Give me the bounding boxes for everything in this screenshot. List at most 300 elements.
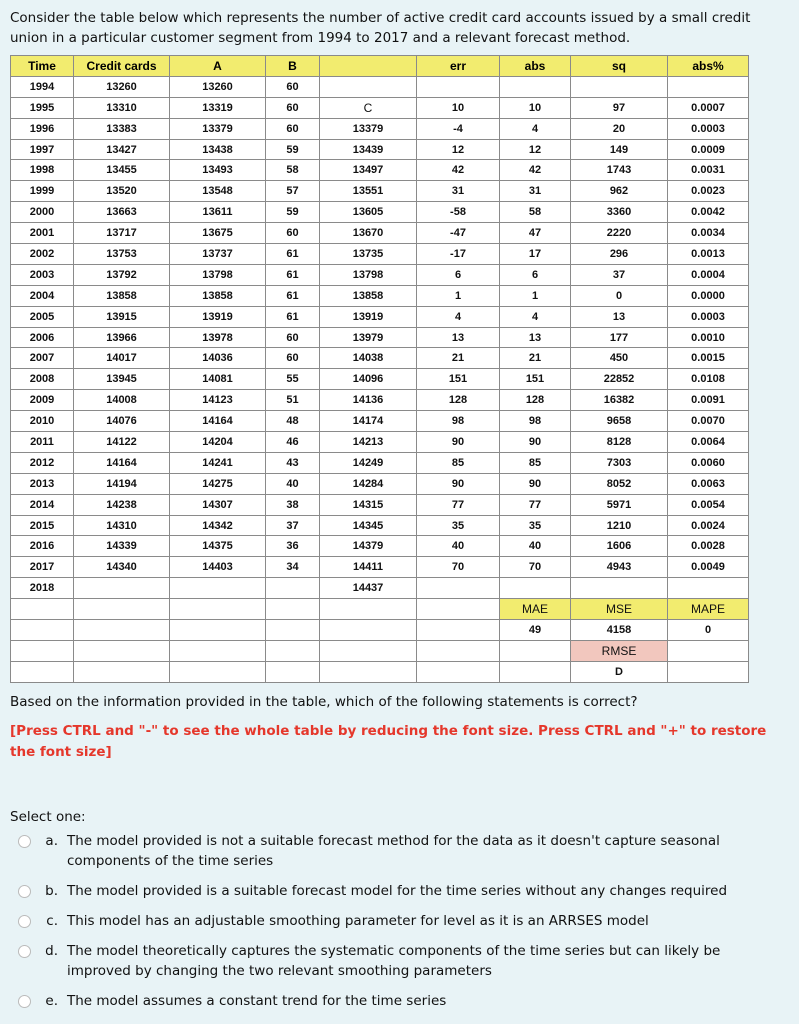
table-cell: 2220 — [571, 223, 668, 244]
table-cell: 0.0034 — [668, 223, 749, 244]
table-cell: 13383 — [74, 118, 170, 139]
empty-cell — [266, 599, 320, 620]
table-cell: 13670 — [320, 223, 417, 244]
empty-cell — [668, 661, 749, 682]
table-cell: 1 — [417, 285, 500, 306]
table-row — [11, 432, 749, 453]
option-text[interactable]: The model provided is a suitable forecast model for the time series without any changes required — [67, 883, 728, 899]
table-cell: 60 — [266, 223, 320, 244]
table-cell: 14164 — [74, 452, 170, 473]
table-cell: 14345 — [320, 515, 417, 536]
table-cell: 61 — [266, 285, 320, 306]
table-cell: 70 — [500, 557, 571, 578]
radio-button[interactable] — [18, 995, 31, 1008]
table-cell: 14241 — [170, 452, 266, 473]
table-cell: 0.0108 — [668, 369, 749, 390]
table-cell: 90 — [500, 473, 571, 494]
table-cell: 0.0064 — [668, 432, 749, 453]
table-cell: 13379 — [170, 118, 266, 139]
option-a[interactable] — [18, 831, 787, 871]
table-cell: 13439 — [320, 139, 417, 160]
table-cell: 149 — [571, 139, 668, 160]
table-cell: 128 — [500, 390, 571, 411]
table-cell: 60 — [266, 97, 320, 118]
table-cell: 2011 — [11, 432, 74, 453]
table-cell: 151 — [417, 369, 500, 390]
table-cell: 14342 — [170, 515, 266, 536]
table-cell: 70 — [417, 557, 500, 578]
table-cell: 2007 — [11, 348, 74, 369]
table-row — [11, 118, 749, 139]
metric-label: MAE — [500, 599, 571, 620]
table-cell: 40 — [266, 473, 320, 494]
table-cell: 14204 — [170, 432, 266, 453]
table-cell: 90 — [417, 473, 500, 494]
table-cell: 2003 — [11, 264, 74, 285]
table-cell: 0.0003 — [668, 118, 749, 139]
table-cell — [170, 578, 266, 599]
table-row — [11, 76, 749, 97]
table-cell: 58 — [500, 202, 571, 223]
table-cell: 0.0063 — [668, 473, 749, 494]
table-cell: 13 — [500, 327, 571, 348]
table-cell — [571, 578, 668, 599]
table-cell: 0.0004 — [668, 264, 749, 285]
table-cell: 1 — [500, 285, 571, 306]
metric-value-row — [11, 620, 749, 641]
table-cell: 7303 — [571, 452, 668, 473]
table-row — [11, 348, 749, 369]
table-cell: 2016 — [11, 536, 74, 557]
table-cell: 13438 — [170, 139, 266, 160]
column-header: err — [417, 56, 500, 77]
table-cell: 0.0015 — [668, 348, 749, 369]
option-text[interactable]: This model has an adjustable smoothing parameter for level as it is an ARRSES model — [67, 913, 649, 929]
table-cell: 0.0060 — [668, 452, 749, 473]
table-cell: 13497 — [320, 160, 417, 181]
table-cell: 5971 — [571, 494, 668, 515]
table-cell: 14437 — [320, 578, 417, 599]
table-cell: 2008 — [11, 369, 74, 390]
table-cell: 2001 — [11, 223, 74, 244]
metric-value: 0 — [668, 620, 749, 641]
table-cell: 60 — [266, 118, 320, 139]
table-cell: 85 — [500, 452, 571, 473]
table-cell — [668, 578, 749, 599]
table-cell: 0.0009 — [668, 139, 749, 160]
table-row — [11, 306, 749, 327]
option-text[interactable]: The model provided is not a suitable forecast method for the data as it doesn't capture seasonal components of the time series — [67, 833, 720, 869]
table-cell: 35 — [500, 515, 571, 536]
question-text: Based on the information provided in the table, which of the following statements is correct? — [10, 694, 638, 710]
table-cell: 97 — [571, 97, 668, 118]
table-cell: 0.0010 — [668, 327, 749, 348]
table-cell: 13858 — [74, 285, 170, 306]
table-cell: 40 — [500, 536, 571, 557]
table-row — [11, 557, 749, 578]
table-cell — [417, 76, 500, 97]
table-cell: 59 — [266, 202, 320, 223]
option-letter: e. — [45, 993, 58, 1009]
empty-cell — [170, 599, 266, 620]
table-cell: 14136 — [320, 390, 417, 411]
table-row — [11, 160, 749, 181]
table-cell: 37 — [571, 264, 668, 285]
table-cell: 13520 — [74, 181, 170, 202]
option-letter: d. — [45, 943, 58, 959]
table-cell: 0.0007 — [668, 97, 749, 118]
option-b[interactable] — [18, 881, 787, 901]
table-row — [11, 244, 749, 265]
table-cell: 2014 — [11, 494, 74, 515]
column-header: Time — [11, 56, 74, 77]
table-cell: 13605 — [320, 202, 417, 223]
empty-cell — [320, 661, 417, 682]
table-cell: 77 — [500, 494, 571, 515]
empty-cell — [417, 599, 500, 620]
table-cell: 55 — [266, 369, 320, 390]
table-row — [11, 452, 749, 473]
radio-button[interactable] — [18, 945, 31, 958]
empty-cell — [320, 620, 417, 641]
table-cell: 13919 — [320, 306, 417, 327]
table-cell: 47 — [500, 223, 571, 244]
table-header-row — [11, 56, 749, 77]
table-cell: 13319 — [170, 97, 266, 118]
table-cell: 0.0070 — [668, 411, 749, 432]
table-cell: 22852 — [571, 369, 668, 390]
table-cell: 13753 — [74, 244, 170, 265]
empty-cell — [74, 620, 170, 641]
column-header: abs — [500, 56, 571, 77]
column-header: B — [266, 56, 320, 77]
table-cell: 6 — [500, 264, 571, 285]
table-row — [11, 223, 749, 244]
table-cell: 13792 — [74, 264, 170, 285]
rmse-label-row — [11, 640, 749, 661]
table-cell: 17 — [500, 244, 571, 265]
table-row — [11, 473, 749, 494]
table-cell: 13858 — [170, 285, 266, 306]
table-cell: 0.0013 — [668, 244, 749, 265]
table-cell: 14076 — [74, 411, 170, 432]
table-cell: 13737 — [170, 244, 266, 265]
table-cell: 13611 — [170, 202, 266, 223]
table-cell: 98 — [417, 411, 500, 432]
table-cell: 21 — [500, 348, 571, 369]
table-cell: 13675 — [170, 223, 266, 244]
table-cell: 0.0042 — [668, 202, 749, 223]
table-cell: 14310 — [74, 515, 170, 536]
table-cell: 14038 — [320, 348, 417, 369]
table-cell: 14315 — [320, 494, 417, 515]
table-cell: 13455 — [74, 160, 170, 181]
option-text[interactable]: The model theoretically captures the systematic components of the time series but can likely be improved by changing the two relevant smoothing parameters — [67, 943, 721, 979]
table-cell: 61 — [266, 244, 320, 265]
question-intro: Consider the table below which represents the number of active credit card accounts issued by a small credit union in a particular customer segment from 1994 to 2017 and a relevant forecast method. — [10, 10, 751, 46]
table-row — [11, 578, 749, 599]
table-cell — [417, 578, 500, 599]
table-cell: 1995 — [11, 97, 74, 118]
table-cell: 14008 — [74, 390, 170, 411]
table-cell — [668, 76, 749, 97]
table-cell: 60 — [266, 327, 320, 348]
table-cell: 51 — [266, 390, 320, 411]
table-cell: 13260 — [170, 76, 266, 97]
table-cell: 14375 — [170, 536, 266, 557]
table-cell: 31 — [500, 181, 571, 202]
empty-cell — [74, 661, 170, 682]
table-cell: 2004 — [11, 285, 74, 306]
select-one-label: Select one: — [10, 809, 86, 825]
table-cell: 14339 — [74, 536, 170, 557]
table-cell: 61 — [266, 306, 320, 327]
table-cell: 12 — [417, 139, 500, 160]
empty-cell — [266, 640, 320, 661]
table-cell: 1996 — [11, 118, 74, 139]
table-cell: 4 — [500, 306, 571, 327]
table-cell: 13663 — [74, 202, 170, 223]
table-cell: 98 — [500, 411, 571, 432]
table-cell: 12 — [500, 139, 571, 160]
table-cell: 13379 — [320, 118, 417, 139]
table-cell: 9658 — [571, 411, 668, 432]
font-size-note: [Press CTRL and "-" to see the whole table by reducing the font size. Press CTRL and "+" to restore the font size] — [10, 723, 767, 760]
table-cell: 43 — [266, 452, 320, 473]
forecast-table — [10, 55, 749, 683]
table-cell: 13978 — [170, 327, 266, 348]
radio-button[interactable] — [18, 835, 31, 848]
table-cell: 13966 — [74, 327, 170, 348]
table-cell: 0.0091 — [668, 390, 749, 411]
table-cell: 2009 — [11, 390, 74, 411]
empty-cell — [320, 640, 417, 661]
option-e[interactable] — [18, 991, 787, 1011]
table-row — [11, 390, 749, 411]
table-cell: -47 — [417, 223, 500, 244]
table-cell: 1210 — [571, 515, 668, 536]
option-letter: a. — [45, 833, 58, 849]
table-cell: 13548 — [170, 181, 266, 202]
column-header: abs% — [668, 56, 749, 77]
option-letter: b. — [45, 883, 58, 899]
table-cell: 90 — [500, 432, 571, 453]
table-cell — [500, 578, 571, 599]
table-cell: 16382 — [571, 390, 668, 411]
table-cell: 14238 — [74, 494, 170, 515]
table-cell: 14036 — [170, 348, 266, 369]
table-cell: 1999 — [11, 181, 74, 202]
option-letter: c. — [46, 913, 58, 929]
radio-button[interactable] — [18, 885, 31, 898]
table-cell: 128 — [417, 390, 500, 411]
table-cell: 0.0000 — [668, 285, 749, 306]
table-cell: 10 — [500, 97, 571, 118]
table-cell: 0.0054 — [668, 494, 749, 515]
table-cell: 14081 — [170, 369, 266, 390]
table-cell: 60 — [266, 348, 320, 369]
table-cell: 0.0023 — [668, 181, 749, 202]
table-cell: 40 — [417, 536, 500, 557]
empty-cell — [170, 620, 266, 641]
rmse-value-row — [11, 661, 749, 682]
table-cell: 14096 — [320, 369, 417, 390]
table-cell: 2013 — [11, 473, 74, 494]
table-cell: 13798 — [320, 264, 417, 285]
table-cell: 296 — [571, 244, 668, 265]
table-cell: 58 — [266, 160, 320, 181]
empty-cell — [320, 599, 417, 620]
table-cell — [500, 76, 571, 97]
empty-cell — [500, 661, 571, 682]
table-cell — [266, 578, 320, 599]
empty-cell — [170, 640, 266, 661]
table-cell: 0.0031 — [668, 160, 749, 181]
table-cell: 14174 — [320, 411, 417, 432]
table-cell: 13945 — [74, 369, 170, 390]
table-cell: 14411 — [320, 557, 417, 578]
table-cell: 13310 — [74, 97, 170, 118]
empty-cell — [11, 640, 74, 661]
table-row — [11, 327, 749, 348]
table-cell: 2005 — [11, 306, 74, 327]
table-cell: 8128 — [571, 432, 668, 453]
option-d[interactable] — [18, 941, 787, 981]
table-cell: 14194 — [74, 473, 170, 494]
table-cell: 20 — [571, 118, 668, 139]
column-header: sq — [571, 56, 668, 77]
metric-value: 49 — [500, 620, 571, 641]
table-cell: 4 — [417, 306, 500, 327]
option-c[interactable] — [18, 911, 787, 931]
metric-value: 4158 — [571, 620, 668, 641]
table-cell: 1743 — [571, 160, 668, 181]
table-cell: 85 — [417, 452, 500, 473]
empty-cell — [417, 640, 500, 661]
empty-cell — [500, 640, 571, 661]
table-cell: 2010 — [11, 411, 74, 432]
empty-cell — [668, 640, 749, 661]
table-cell: 14284 — [320, 473, 417, 494]
table-cell: 13260 — [74, 76, 170, 97]
table-cell: -17 — [417, 244, 500, 265]
empty-cell — [417, 620, 500, 641]
table-cell: 21 — [417, 348, 500, 369]
table-cell: C — [320, 97, 417, 118]
table-cell: 2015 — [11, 515, 74, 536]
table-cell: 90 — [417, 432, 500, 453]
table-cell: 36 — [266, 536, 320, 557]
table-cell: 14340 — [74, 557, 170, 578]
table-cell: 59 — [266, 139, 320, 160]
table-cell: 2002 — [11, 244, 74, 265]
table-row — [11, 515, 749, 536]
table-cell: 0.0049 — [668, 557, 749, 578]
table-cell: 450 — [571, 348, 668, 369]
table-cell: 2017 — [11, 557, 74, 578]
table-cell: 13915 — [74, 306, 170, 327]
table-cell: 46 — [266, 432, 320, 453]
table-row — [11, 411, 749, 432]
table-cell: 37 — [266, 515, 320, 536]
table-cell: 13717 — [74, 223, 170, 244]
column-header: Credit cards — [74, 56, 170, 77]
table-row — [11, 139, 749, 160]
option-text[interactable]: The model assumes a constant trend for the time series — [67, 993, 447, 1009]
table-cell: 13 — [417, 327, 500, 348]
table-cell: 3360 — [571, 202, 668, 223]
table-cell: 14017 — [74, 348, 170, 369]
table-cell: 14379 — [320, 536, 417, 557]
table-cell: 13427 — [74, 139, 170, 160]
empty-cell — [266, 661, 320, 682]
table-cell — [571, 76, 668, 97]
table-cell: 8052 — [571, 473, 668, 494]
table-cell: 57 — [266, 181, 320, 202]
table-cell: -4 — [417, 118, 500, 139]
table-cell: 14403 — [170, 557, 266, 578]
table-cell: 48 — [266, 411, 320, 432]
metric-label-row — [11, 599, 749, 620]
table-cell: 42 — [417, 160, 500, 181]
empty-cell — [74, 640, 170, 661]
table-row — [11, 202, 749, 223]
table-row — [11, 97, 749, 118]
table-cell: 1997 — [11, 139, 74, 160]
table-cell: 13798 — [170, 264, 266, 285]
metric-label: MAPE — [668, 599, 749, 620]
empty-cell — [417, 661, 500, 682]
table-cell — [74, 578, 170, 599]
table-cell: 14123 — [170, 390, 266, 411]
table-cell: 1994 — [11, 76, 74, 97]
empty-cell — [170, 661, 266, 682]
empty-cell — [74, 599, 170, 620]
table-cell: 38 — [266, 494, 320, 515]
table-cell: 14164 — [170, 411, 266, 432]
table-cell: 0.0028 — [668, 536, 749, 557]
table-row — [11, 369, 749, 390]
table-cell: 1606 — [571, 536, 668, 557]
table-cell: 962 — [571, 181, 668, 202]
table-row — [11, 536, 749, 557]
table-cell: 77 — [417, 494, 500, 515]
table-cell: 13 — [571, 306, 668, 327]
empty-cell — [11, 661, 74, 682]
table-cell: 35 — [417, 515, 500, 536]
table-cell: 14307 — [170, 494, 266, 515]
table-row — [11, 181, 749, 202]
empty-cell — [266, 620, 320, 641]
table-cell: 14122 — [74, 432, 170, 453]
table-cell: 13919 — [170, 306, 266, 327]
table-cell: 13735 — [320, 244, 417, 265]
radio-button[interactable] — [18, 915, 31, 928]
empty-cell — [11, 599, 74, 620]
table-cell: 4943 — [571, 557, 668, 578]
table-cell: 61 — [266, 264, 320, 285]
metric-label: MSE — [571, 599, 668, 620]
table-row — [11, 264, 749, 285]
table-cell: 13493 — [170, 160, 266, 181]
empty-cell — [11, 620, 74, 641]
table-cell: 2006 — [11, 327, 74, 348]
table-cell: 0.0024 — [668, 515, 749, 536]
table-cell: 14275 — [170, 473, 266, 494]
table-cell: 31 — [417, 181, 500, 202]
table-cell: 2018 — [11, 578, 74, 599]
table-cell: 0.0003 — [668, 306, 749, 327]
